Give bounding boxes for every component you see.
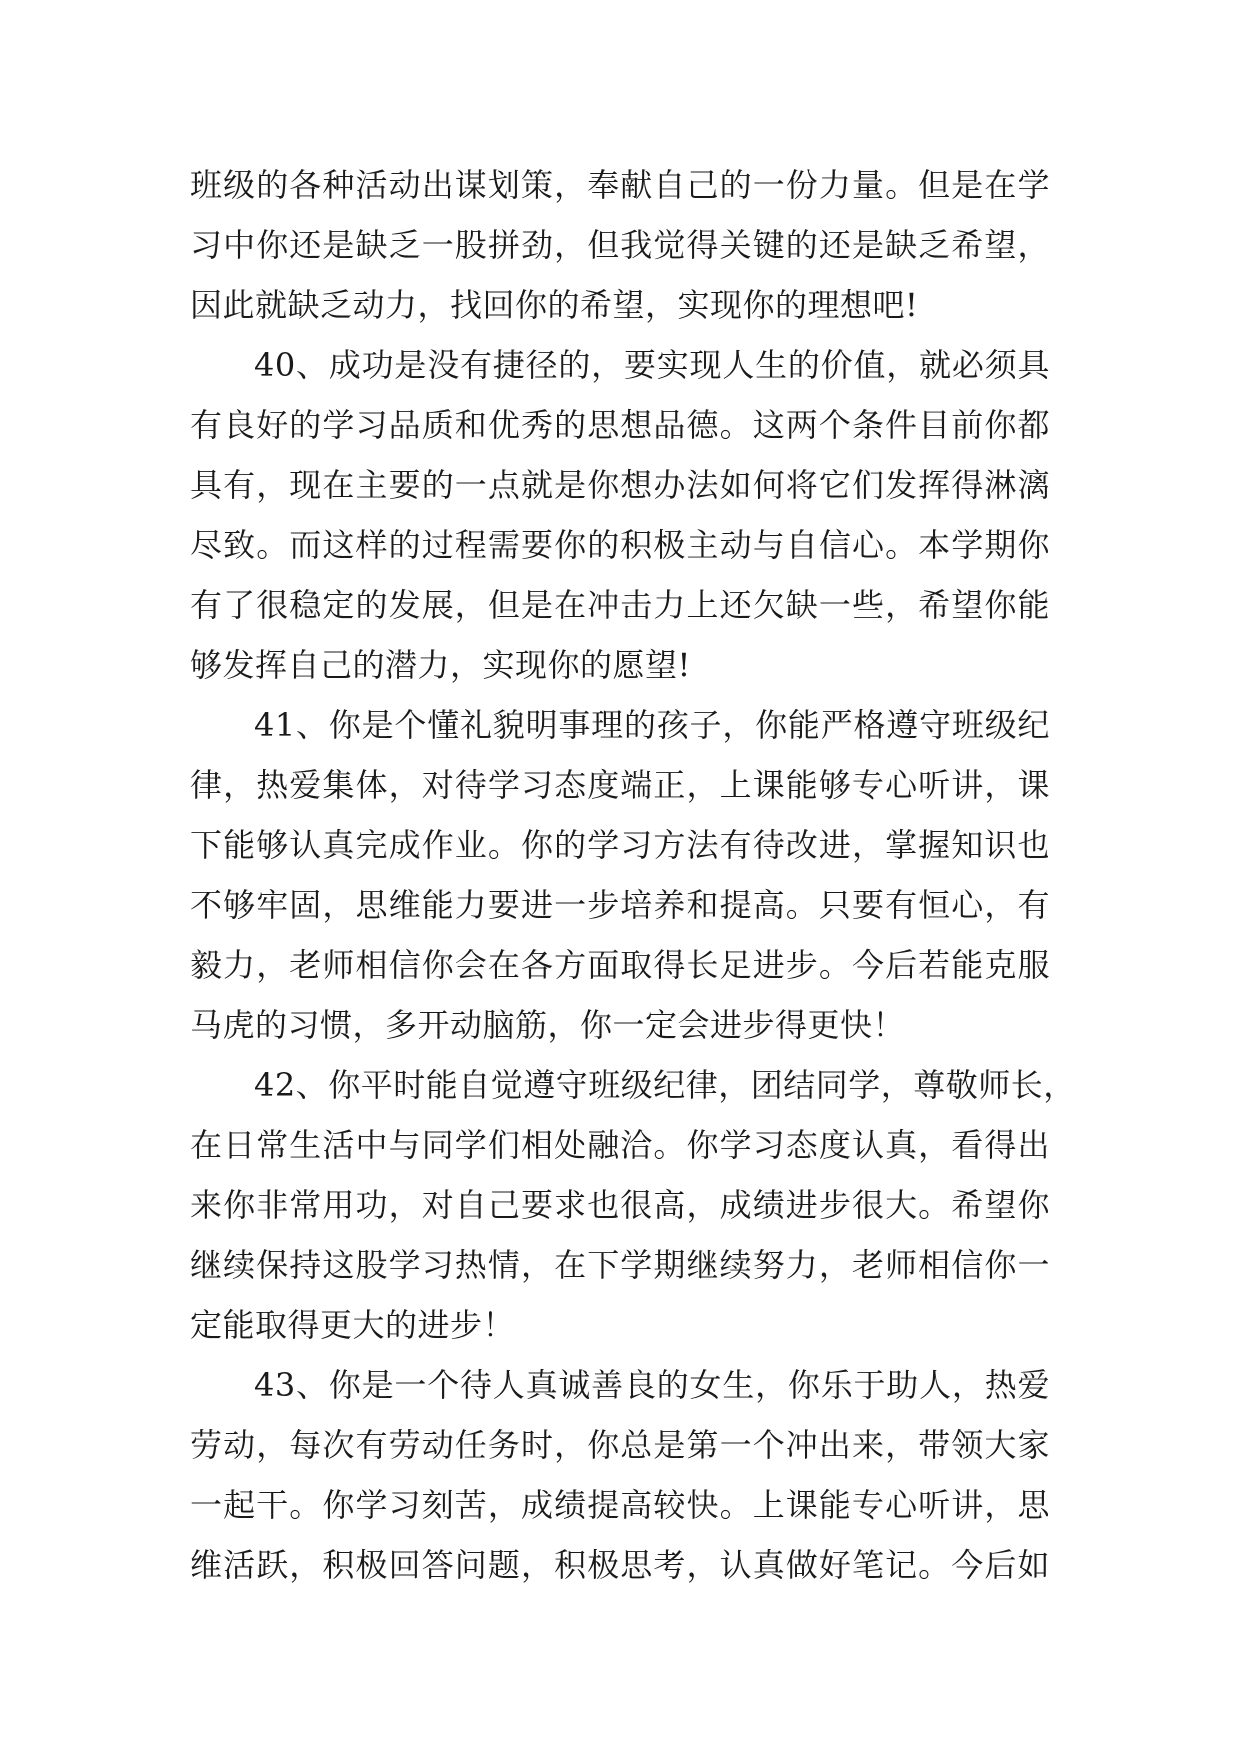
text-line: 下能够认真完成作业。你的学习方法有待改进，掌握知识也 <box>190 826 1050 864</box>
text-line: 具有，现在主要的一点就是你想办法如何将它们发挥得淋漓 <box>190 466 1050 504</box>
text-line: 劳动，每次有劳动任务时，你总是第一个冲出来，带领大家 <box>190 1426 1050 1464</box>
text-line: 继续保持这股学习热情，在下学期继续努力，老师相信你一 <box>190 1246 1050 1284</box>
text-line: 一起干。你学习刻苦，成绩提高较快。上课能专心听讲，思 <box>190 1486 1050 1524</box>
text-line: 尽致。而这样的过程需要你的积极主动与自信心。本学期你 <box>190 526 1050 564</box>
text-line: 40、成功是没有捷径的，要实现人生的价值，就必须具 <box>254 346 1050 384</box>
text-line: 马虎的习惯，多开动脑筋，你一定会进步得更快！ <box>190 1006 906 1044</box>
paragraph <box>190 155 1050 335</box>
text-line: 维活跃，积极回答问题，积极思考，认真做好笔记。今后如 <box>190 1546 1050 1584</box>
text-line: 有良好的学习品质和优秀的思想品德。这两个条件目前你都 <box>190 406 1050 444</box>
text-line: 43、你是一个待人真诚善良的女生，你乐于助人，热爱 <box>254 1366 1050 1404</box>
paragraph <box>190 695 1050 1055</box>
text-line: 来你非常用功，对自己要求也很高，成绩进步很大。希望你 <box>190 1186 1050 1224</box>
paragraph <box>190 1355 1050 1595</box>
text-line: 因此就缺乏动力，找回你的希望，实现你的理想吧! <box>190 286 919 324</box>
text-line: 毅力，老师相信你会在各方面取得长足进步。今后若能克服 <box>190 946 1050 984</box>
document-body <box>190 155 1076 1595</box>
text-line: 有了很稳定的发展，但是在冲击力上还欠缺一些，希望你能 <box>190 586 1050 624</box>
text-line: 41、你是个懂礼貌明事理的孩子，你能严格遵守班级纪 <box>254 706 1050 744</box>
text-line: 不够牢固，思维能力要进一步培养和提高。只要有恒心，有 <box>190 886 1050 924</box>
text-line: 班级的各种活动出谋划策，奉献自己的一份力量。但是在学 <box>190 166 1050 204</box>
text-line: 律，热爱集体，对待学习态度端正，上课能够专心听讲，课 <box>190 766 1050 804</box>
text-line: 够发挥自己的潜力，实现你的愿望! <box>190 646 691 684</box>
text-line: 定能取得更大的进步！ <box>190 1306 516 1344</box>
text-line: 在日常生活中与同学们相处融洽。你学习态度认真，看得出 <box>190 1126 1050 1164</box>
text-line: 习中你还是缺乏一股拼劲，但我觉得关键的还是缺乏希望， <box>190 226 1050 264</box>
paragraph <box>190 335 1050 695</box>
paragraph <box>190 1055 1076 1355</box>
text-line: 42、你平时能自觉遵守班级纪律，团结同学，尊敬师长， <box>254 1066 1076 1104</box>
